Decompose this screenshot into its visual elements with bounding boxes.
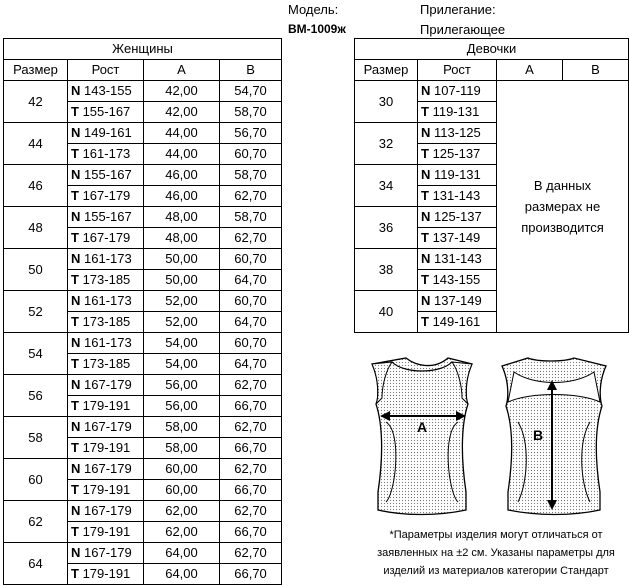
girls-col-size-header: Размер [355, 60, 418, 81]
a-cell: 56,00 [144, 375, 220, 396]
height-range: 143-155 [432, 272, 481, 287]
height-cell [418, 165, 497, 186]
size-cell: 50 [4, 249, 68, 291]
a-cell: 52,00 [144, 312, 220, 333]
girls-col-b-header: B [563, 60, 629, 81]
b-cell: 62,70 [220, 459, 282, 480]
height-cell [68, 81, 144, 102]
b-cell: 60,70 [220, 333, 282, 354]
b-cell: 66,70 [220, 396, 282, 417]
size-cell: 30 [355, 81, 418, 123]
b-cell: 66,70 [220, 522, 282, 543]
col-size-header: Размер [4, 60, 68, 81]
a-cell: 50,00 [144, 270, 220, 291]
height-type: N [421, 209, 431, 224]
height-range: 161-173 [82, 146, 131, 161]
women-title: Женщины [4, 39, 282, 60]
height-cell [68, 480, 144, 501]
height-range: 167-179 [82, 188, 131, 203]
a-cell: 48,00 [144, 207, 220, 228]
height-type: N [71, 377, 81, 392]
height-cell [68, 459, 144, 480]
height-cell [68, 333, 144, 354]
col-height-header: Рост [68, 60, 144, 81]
a-cell: 64,00 [144, 543, 220, 564]
height-cell [418, 186, 497, 207]
b-cell: 66,70 [220, 438, 282, 459]
size-cell: 62 [4, 501, 68, 543]
b-cell: 66,70 [220, 480, 282, 501]
height-type: N [71, 209, 81, 224]
size-cell: 58 [4, 417, 68, 459]
height-cell [68, 522, 144, 543]
height-range: 119-131 [434, 167, 481, 182]
a-cell: 58,00 [144, 417, 220, 438]
b-cell: 64,70 [220, 354, 282, 375]
diagram-label-a: A [416, 419, 428, 435]
model-value: ВМ-1009ж [288, 22, 346, 36]
size-cell: 42 [4, 81, 68, 123]
height-type: T [421, 188, 429, 203]
size-cell: 32 [355, 123, 418, 165]
a-cell: 46,00 [144, 165, 220, 186]
height-type: N [71, 503, 81, 518]
height-type: T [71, 314, 79, 329]
table-row [4, 123, 282, 144]
girls-size-table [354, 38, 629, 333]
height-cell [418, 102, 497, 123]
height-range: 167-179 [84, 419, 132, 434]
height-cell [68, 228, 144, 249]
height-cell [418, 207, 497, 228]
height-range: 143-155 [84, 83, 132, 98]
height-cell [68, 249, 144, 270]
height-range: 161-173 [84, 293, 132, 308]
height-cell [68, 396, 144, 417]
height-cell [68, 186, 144, 207]
height-type: T [71, 272, 79, 287]
height-cell [68, 564, 144, 585]
height-type: N [71, 125, 81, 140]
height-type: N [421, 125, 431, 140]
height-type: N [71, 419, 81, 434]
height-type: N [71, 461, 81, 476]
a-cell: 46,00 [144, 186, 220, 207]
height-type: N [71, 293, 81, 308]
size-cell: 56 [4, 375, 68, 417]
height-type: T [71, 440, 79, 455]
table-row [4, 417, 282, 438]
table-row [355, 81, 629, 102]
a-cell: 64,00 [144, 564, 220, 585]
height-cell [68, 144, 144, 165]
height-cell [418, 123, 497, 144]
b-cell: 64,70 [220, 270, 282, 291]
not-produced-message: В данных размерах не производится [521, 178, 604, 235]
height-cell [418, 291, 497, 312]
diagram-label-b: B [532, 427, 544, 443]
col-b-header: B [220, 60, 282, 81]
height-cell [68, 417, 144, 438]
height-range: 167-179 [82, 230, 131, 245]
size-cell: 44 [4, 123, 68, 165]
table-row [4, 375, 282, 396]
table-row [4, 501, 282, 522]
height-type: T [421, 104, 429, 119]
a-cell: 60,00 [144, 459, 220, 480]
table-row [4, 459, 282, 480]
height-cell [418, 312, 497, 333]
b-cell: 58,70 [220, 207, 282, 228]
height-range: 179-191 [82, 524, 131, 539]
front-view [372, 358, 472, 515]
height-range: 149-161 [432, 314, 481, 329]
height-range: 167-179 [84, 461, 132, 476]
height-range: 137-149 [434, 293, 482, 308]
height-range: 173-185 [82, 356, 131, 371]
fit-value: Прилегающее [420, 22, 506, 37]
col-a-header: A [144, 60, 220, 81]
height-range: 161-173 [84, 251, 132, 266]
b-cell: 64,70 [220, 312, 282, 333]
a-cell: 50,00 [144, 249, 220, 270]
a-cell: 48,00 [144, 228, 220, 249]
height-cell [418, 144, 497, 165]
a-cell: 62,00 [144, 522, 220, 543]
height-cell [68, 438, 144, 459]
b-cell: 66,70 [220, 564, 282, 585]
height-cell [68, 165, 144, 186]
height-range: 167-179 [84, 503, 132, 518]
fit-label: Прилегание: [420, 2, 496, 17]
girls-col-a-header: A [497, 60, 563, 81]
height-type: T [71, 356, 79, 371]
a-cell: 54,00 [144, 333, 220, 354]
height-range: 113-125 [434, 125, 481, 140]
a-cell: 62,00 [144, 501, 220, 522]
height-type: T [71, 104, 79, 119]
height-range: 155-167 [84, 167, 132, 182]
table-row [4, 333, 282, 354]
size-cell: 38 [355, 249, 418, 291]
height-cell [418, 228, 497, 249]
table-row [4, 249, 282, 270]
height-type: T [421, 230, 429, 245]
height-range: 125-137 [432, 146, 481, 161]
size-cell: 46 [4, 165, 68, 207]
height-type: N [71, 83, 81, 98]
height-range: 167-179 [84, 545, 132, 560]
height-range: 161-173 [84, 335, 132, 350]
height-range: 119-131 [432, 104, 480, 119]
table-row [4, 81, 282, 102]
height-type: T [71, 230, 79, 245]
height-cell [68, 312, 144, 333]
size-cell: 48 [4, 207, 68, 249]
height-cell [68, 501, 144, 522]
height-cell [418, 270, 497, 291]
b-cell: 58,70 [220, 165, 282, 186]
a-cell: 44,00 [144, 144, 220, 165]
women-size-table [3, 38, 282, 585]
height-type: T [421, 146, 429, 161]
size-cell: 64 [4, 543, 68, 585]
height-range: 155-167 [84, 209, 132, 224]
height-type: N [71, 545, 81, 560]
size-cell: 36 [355, 207, 418, 249]
height-type: T [421, 272, 429, 287]
height-type: N [421, 251, 431, 266]
a-cell: 52,00 [144, 291, 220, 312]
height-cell [68, 270, 144, 291]
height-range: 137-149 [432, 230, 481, 245]
height-type: T [71, 398, 79, 413]
height-type: T [421, 314, 429, 329]
height-range: 149-161 [84, 125, 132, 140]
height-type: T [71, 188, 79, 203]
b-cell: 62,70 [220, 543, 282, 564]
not-produced-cell [497, 81, 629, 333]
height-cell [418, 249, 497, 270]
girls-col-height-header: Рост [418, 60, 497, 81]
height-range: 125-137 [434, 209, 482, 224]
height-type: T [71, 146, 79, 161]
a-cell: 44,00 [144, 123, 220, 144]
table-row [4, 165, 282, 186]
footnote: *Параметры изделия могут отличаться от заявленных на ±2 см. Указаны параметры для изделий из материалов категории Стандарт [377, 529, 615, 577]
b-cell: 58,70 [220, 102, 282, 123]
height-range: 167-179 [84, 377, 132, 392]
back-view [502, 358, 606, 515]
height-type: T [71, 524, 79, 539]
height-range: 179-191 [82, 482, 131, 497]
height-range: 179-191 [82, 440, 131, 455]
height-type: N [71, 251, 81, 266]
height-type: N [421, 83, 431, 98]
height-range: 179-191 [82, 398, 131, 413]
girls-title: Девочки [355, 39, 629, 60]
b-cell: 62,70 [220, 228, 282, 249]
size-cell: 54 [4, 333, 68, 375]
height-cell [68, 123, 144, 144]
b-cell: 62,70 [220, 186, 282, 207]
height-range: 173-185 [82, 314, 131, 329]
b-cell: 60,70 [220, 144, 282, 165]
height-cell [68, 291, 144, 312]
table-row [4, 207, 282, 228]
table-row [4, 291, 282, 312]
b-cell: 62,70 [220, 501, 282, 522]
garment-diagram [368, 352, 618, 522]
a-cell: 60,00 [144, 480, 220, 501]
height-type: T [71, 566, 79, 581]
b-cell: 60,70 [220, 249, 282, 270]
a-cell: 58,00 [144, 438, 220, 459]
height-cell [418, 81, 497, 102]
height-type: N [71, 335, 81, 350]
b-cell: 62,70 [220, 375, 282, 396]
height-range: 179-191 [82, 566, 131, 581]
a-cell: 54,00 [144, 354, 220, 375]
height-range: 107-119 [434, 83, 481, 98]
size-cell: 40 [355, 291, 418, 333]
a-cell: 42,00 [144, 81, 220, 102]
table-row [4, 543, 282, 564]
height-cell [68, 543, 144, 564]
height-cell [68, 354, 144, 375]
height-type: N [421, 167, 431, 182]
height-type: N [421, 293, 431, 308]
height-range: 155-167 [82, 104, 131, 119]
a-cell: 56,00 [144, 396, 220, 417]
b-cell: 60,70 [220, 291, 282, 312]
b-cell: 56,70 [220, 123, 282, 144]
height-range: 131-143 [434, 251, 482, 266]
size-cell: 60 [4, 459, 68, 501]
b-cell: 54,70 [220, 81, 282, 102]
size-cell: 34 [355, 165, 418, 207]
height-type: T [71, 482, 79, 497]
height-range: 173-185 [82, 272, 131, 287]
height-cell [68, 102, 144, 123]
b-cell: 62,70 [220, 417, 282, 438]
a-cell: 42,00 [144, 102, 220, 123]
height-cell [68, 207, 144, 228]
size-cell: 52 [4, 291, 68, 333]
height-range: 131-143 [432, 188, 481, 203]
height-cell [68, 375, 144, 396]
model-label: Модель: [288, 2, 339, 17]
height-type: N [71, 167, 81, 182]
